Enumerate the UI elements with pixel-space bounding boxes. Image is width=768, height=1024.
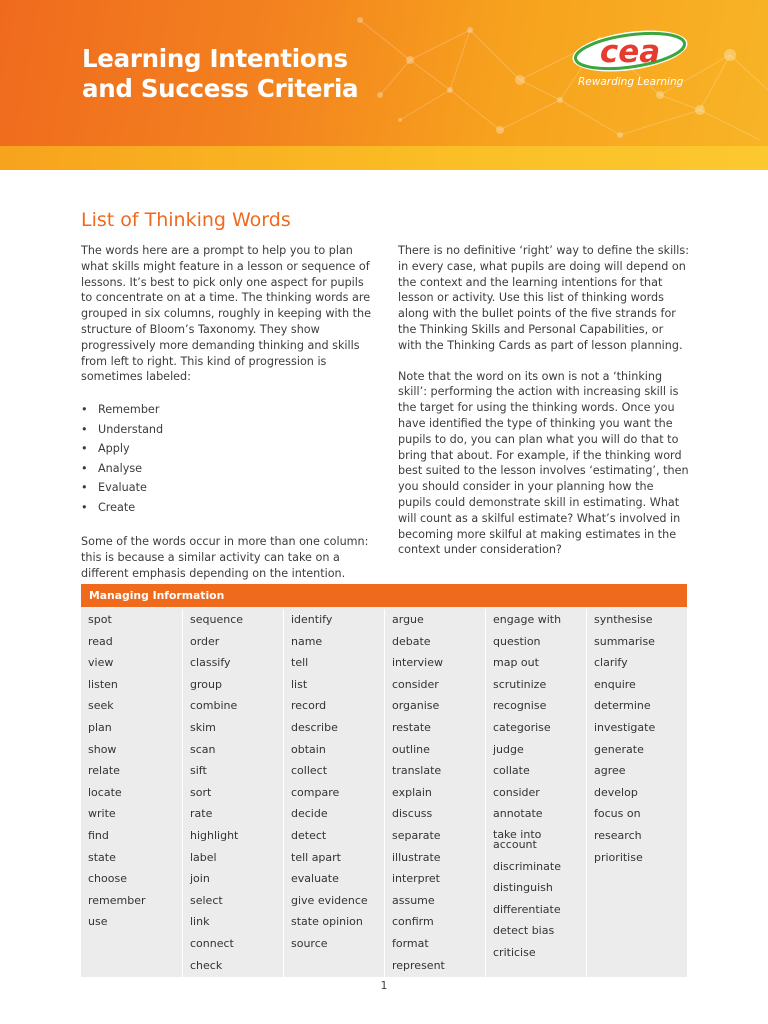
overlap-paragraph: Some of the words occur in more than one column: this is because a similar activity can take on a different emphasis depending on the intention.: [81, 535, 369, 580]
table-cell: consider: [392, 677, 439, 691]
table-cell: obtain: [291, 742, 326, 756]
table-cell: argue: [392, 613, 424, 626]
table-cell: research: [594, 828, 642, 842]
table-cell: sequence: [190, 613, 244, 626]
table-cell: clarify: [594, 656, 628, 670]
table-cell: name: [291, 634, 323, 648]
table-column: [384, 609, 485, 977]
table-cell: consider: [493, 785, 540, 799]
table-cell: combine: [190, 699, 238, 713]
header-banner: [0, 0, 768, 170]
table-cell: highlight: [190, 828, 239, 842]
table-cell: restate: [392, 720, 431, 734]
list-item: • Understand: [81, 420, 371, 440]
list-item: • Create: [81, 498, 371, 518]
table-cell: assume: [392, 893, 435, 907]
table-cell: state opinion: [291, 915, 363, 929]
table-column: [283, 609, 384, 977]
table-cell: illustrate: [392, 850, 441, 864]
table-cell: differentiate: [493, 902, 561, 916]
table-cell: plan: [88, 720, 112, 734]
table-header: Managing Information: [81, 584, 687, 607]
table-cell: decide: [291, 807, 328, 821]
table-cell: question: [493, 634, 541, 648]
left-column: [81, 243, 371, 597]
table-cell: sort: [190, 785, 212, 799]
table-cell: show: [88, 742, 117, 756]
table-cell: state: [88, 850, 116, 864]
table-cell: categorise: [493, 720, 551, 734]
table-cell: generate: [594, 742, 644, 756]
table-cell: scan: [190, 742, 216, 756]
table-cell: join: [190, 872, 210, 886]
table-cell: represent: [392, 958, 445, 972]
table-cell: choose: [88, 872, 127, 886]
table-cell: classify: [190, 656, 231, 670]
header-band: [0, 146, 768, 170]
table-cell: listen: [88, 677, 118, 691]
table-cell: tell apart: [291, 850, 341, 864]
table-cell: rate: [190, 807, 213, 821]
table-cell: interpret: [392, 872, 440, 886]
bloom-list: [81, 400, 371, 517]
table-cell: synthesise: [594, 613, 653, 626]
table-cell: write: [88, 807, 116, 821]
table-cell: recognise: [493, 699, 547, 713]
table-cell: list: [291, 677, 308, 691]
skill-paragraph: Note that the word on its own is not a ‘thinking skill’: performing the action with increasing skill is the target for using the thinking words. Once you have identified the type of thinking you want the pupils to do, you can plan what you will do that to bring that about. For example, if the thinking word best suited to the lesson involves ‘estimating’, then you should consider in your planning how the pupils could demonstrate skill in estimating. What will count as a skilful estimate? What’s involved in becoming more skilful at making estimates in the context under consideration?: [398, 369, 689, 557]
table-cell: evaluate: [291, 872, 339, 886]
table-column: [81, 609, 182, 977]
table-cell: discriminate: [493, 859, 561, 873]
table-cell: focus on: [594, 807, 641, 821]
table-cell: interview: [392, 656, 443, 670]
table-cell: determine: [594, 699, 651, 713]
table-cell: select: [190, 893, 223, 907]
table-cell: take into account: [493, 827, 542, 852]
list-item: • Remember: [81, 400, 371, 420]
table-cell: annotate: [493, 807, 543, 821]
table-cell: read: [88, 634, 113, 648]
table-cell: confirm: [392, 915, 434, 929]
logo-text: cea: [599, 34, 661, 70]
title-line-2: and Success Criteria: [82, 74, 359, 103]
table-cell: collect: [291, 764, 328, 778]
table-cell: label: [190, 850, 217, 864]
thinking-words-table: [81, 584, 687, 977]
table-cell: debate: [392, 634, 431, 648]
table-cell: prioritise: [594, 850, 643, 864]
table-body: [81, 607, 687, 977]
table-column: [182, 609, 283, 977]
section-heading: List of Thinking Words: [81, 209, 291, 231]
table-cell: describe: [291, 720, 338, 734]
table-cell: develop: [594, 785, 638, 799]
table-cell: outline: [392, 742, 430, 756]
table-cell: agree: [594, 764, 626, 778]
table-cell: view: [88, 656, 114, 670]
table-cell: organise: [392, 699, 440, 713]
table-cell: map out: [493, 656, 539, 670]
table-cell: criticise: [493, 945, 536, 959]
logo-tagline: Rewarding Learning: [578, 76, 684, 88]
table-cell: use: [88, 915, 108, 929]
table-cell: relate: [88, 764, 120, 778]
table-cell: remember: [88, 893, 146, 907]
cea-logo-mark: [568, 28, 692, 76]
list-item: • Analyse: [81, 459, 371, 479]
table-cell: sift: [190, 764, 207, 778]
table-cell: order: [190, 634, 220, 648]
table-cell: explain: [392, 785, 432, 799]
list-item: • Apply: [81, 439, 371, 459]
table-cell: discuss: [392, 807, 433, 821]
table-cell: source: [291, 936, 328, 950]
table-column: [485, 609, 586, 977]
table-cell: group: [190, 677, 222, 691]
table-cell: engage with: [493, 613, 562, 626]
table-column: [586, 609, 687, 977]
list-item: • Evaluate: [81, 478, 371, 498]
table-cell: link: [190, 915, 210, 929]
table-cell: seek: [88, 699, 114, 713]
table-cell: skim: [190, 720, 216, 734]
table-cell: scrutinize: [493, 677, 547, 691]
intro-paragraph: The words here are a prompt to help you to plan what skills might feature in a lesson or sequence of lessons. It’s best to pick only one aspect for pupils to concentrate on at a time. The thinking words are grouped in six columns, roughly in keeping with the structure of Bloom’s Taxonomy. They show progressively more demanding thinking and skills from left to right. This kind of progression is sometimes labeled:: [81, 244, 371, 384]
right-column: [398, 243, 690, 573]
table-cell: locate: [88, 785, 122, 799]
cea-logo: [568, 28, 692, 94]
table-cell: enquire: [594, 677, 636, 691]
table-cell: detect: [291, 828, 327, 842]
table-cell: compare: [291, 785, 340, 799]
table-cell: translate: [392, 764, 442, 778]
title-line-1: Learning Intentions: [82, 44, 348, 73]
table-cell: separate: [392, 828, 441, 842]
table-cell: spot: [88, 613, 112, 626]
page-title: [82, 44, 402, 104]
table-cell: check: [190, 958, 223, 972]
table-cell: record: [291, 699, 327, 713]
table-cell: summarise: [594, 634, 655, 648]
table-cell: tell: [291, 656, 309, 670]
table-cell: collate: [493, 764, 530, 778]
table-cell: detect bias: [493, 924, 555, 938]
table-cell: judge: [493, 742, 524, 756]
definition-paragraph: There is no definitive ‘right’ way to define the skills: in every case, what pupils are doing will depend on the context and the learning intentions for that lesson or activity. Use this list of thinking words along with the bullet points of the five strands for the Thinking Skills and Personal Capabilities, or with the Thinking Cards as part of lesson planning.: [398, 244, 690, 352]
table-cell: identify: [291, 613, 333, 626]
table-cell: distinguish: [493, 881, 553, 895]
table-cell: connect: [190, 936, 234, 950]
table-cell: find: [88, 828, 109, 842]
page-number: 1: [380, 979, 388, 992]
table-cell: investigate: [594, 720, 656, 734]
table-cell: format: [392, 936, 429, 950]
table-cell: give evidence: [291, 893, 368, 907]
